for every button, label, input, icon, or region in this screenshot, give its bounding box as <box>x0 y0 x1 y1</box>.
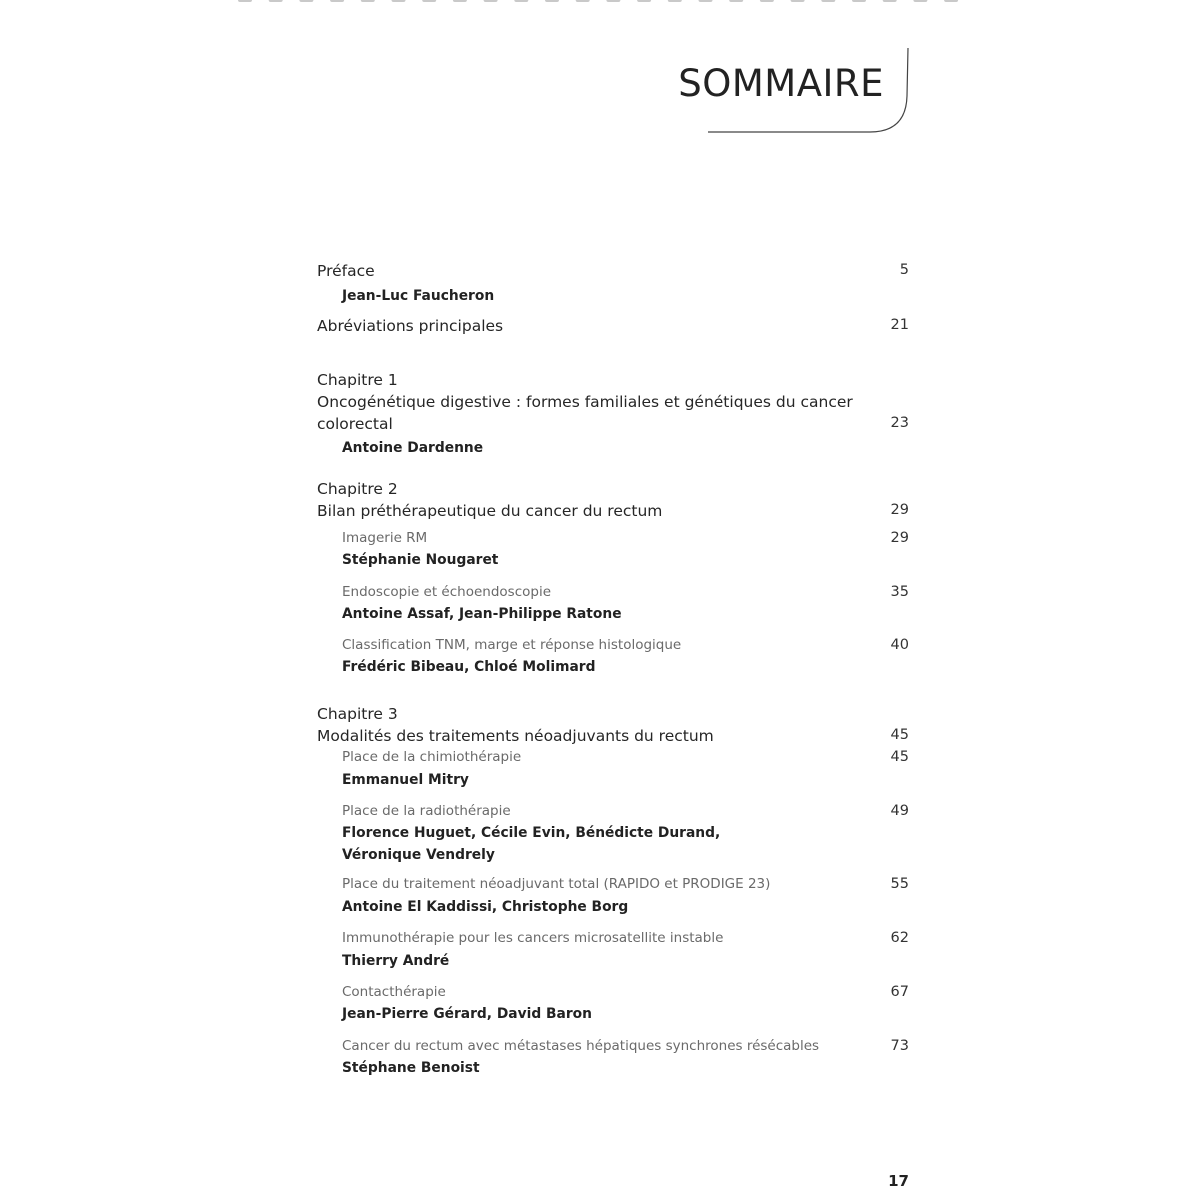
toc-subsection: Contacthérapie <box>342 984 446 1000</box>
toc-page-number: 23 <box>890 415 909 431</box>
border-dash <box>422 0 436 2</box>
toc-subsection: Place du traitement néoadjuvant total (RAPIDO et PRODIGE 23) <box>342 876 771 892</box>
toc-entry-title: Préface <box>317 262 375 280</box>
toc-subsection: Place de la radiothérapie <box>342 803 511 819</box>
border-dash <box>944 0 958 2</box>
border-dash <box>361 0 375 2</box>
toc-author: Antoine Dardenne <box>342 440 484 456</box>
toc-page-number: 67 <box>890 984 909 1000</box>
toc-entry-title: Abréviations principales <box>317 317 504 335</box>
toc-author: Florence Huguet, Cécile Evin, Bénédicte Durand, <box>342 825 721 841</box>
toc-author: Antoine Assaf, Jean-Philippe Ratone <box>342 606 622 622</box>
toc-page-number: 45 <box>890 749 909 765</box>
toc-author: Antoine El Kaddissi, Christophe Borg <box>342 899 629 915</box>
border-dash <box>760 0 774 2</box>
toc-author: Frédéric Bibeau, Chloé Molimard <box>342 659 596 675</box>
toc-page-number: 29 <box>890 530 909 546</box>
toc-author: Thierry André <box>342 953 450 969</box>
border-dash <box>269 0 283 2</box>
toc-subsection: Classification TNM, marge et réponse histologique <box>342 637 682 653</box>
border-dash <box>606 0 620 2</box>
border-dash <box>821 0 835 2</box>
toc-subsection: Imagerie RM <box>342 530 428 546</box>
border-dash <box>453 0 467 2</box>
border-dash <box>791 0 805 2</box>
border-dash <box>484 0 498 2</box>
border-dash <box>392 0 406 2</box>
toc-subsection: Cancer du rectum avec métastases hépatiques synchrones résécables <box>342 1038 820 1054</box>
toc-subsection: Immunothérapie pour les cancers microsatellite instable <box>342 930 724 946</box>
toc-chapter-label: Chapitre 3 <box>317 705 398 723</box>
border-dash <box>238 0 252 2</box>
toc-chapter-label: Chapitre 2 <box>317 480 398 498</box>
border-dash <box>545 0 559 2</box>
page-number: 17 <box>888 1172 909 1190</box>
toc-page-number: 21 <box>890 317 909 333</box>
toc-entry-title: Modalités des traitements néoadjuvants du rectum <box>317 727 714 745</box>
toc-author: Stéphanie Nougaret <box>342 552 499 568</box>
border-dash <box>576 0 590 2</box>
border-dash <box>330 0 344 2</box>
toc-entry-title: colorectal <box>317 415 393 433</box>
toc-subsection: Endoscopie et échoendoscopie <box>342 584 552 600</box>
border-dash <box>699 0 713 2</box>
toc-page-number: 62 <box>890 930 909 946</box>
toc-page-number: 45 <box>890 727 909 743</box>
toc-author: Véronique Vendrely <box>342 847 495 863</box>
toc-page-number: 35 <box>890 584 909 600</box>
decorative-dash-border <box>232 0 972 6</box>
toc-page-number: 73 <box>890 1038 909 1054</box>
toc-page-number: 5 <box>899 262 909 278</box>
toc-page-number: 55 <box>890 876 909 892</box>
toc-page-number: 29 <box>890 502 909 518</box>
toc-subsection: Place de la chimiothérapie <box>342 749 522 765</box>
toc-page-number: 49 <box>890 803 909 819</box>
toc-author: Emmanuel Mitry <box>342 772 469 788</box>
border-dash <box>514 0 528 2</box>
toc-entry-title: Oncogénétique digestive : formes familiales et génétiques du cancer <box>317 393 853 411</box>
border-dash <box>299 0 313 2</box>
page-title: SOMMAIRE <box>678 62 884 105</box>
toc-chapter-label: Chapitre 1 <box>317 371 398 389</box>
border-dash <box>852 0 866 2</box>
title-block <box>678 46 914 138</box>
border-dash <box>668 0 682 2</box>
toc-entry-title: Bilan préthérapeutique du cancer du rectum <box>317 502 663 520</box>
toc-author: Jean-Luc Faucheron <box>342 288 495 304</box>
border-dash <box>883 0 897 2</box>
toc-author: Stéphane Benoist <box>342 1060 480 1076</box>
border-dash <box>637 0 651 2</box>
toc-page-number: 40 <box>890 637 909 653</box>
toc-author: Jean-Pierre Gérard, David Baron <box>342 1006 592 1022</box>
border-dash <box>913 0 927 2</box>
border-dash <box>729 0 743 2</box>
